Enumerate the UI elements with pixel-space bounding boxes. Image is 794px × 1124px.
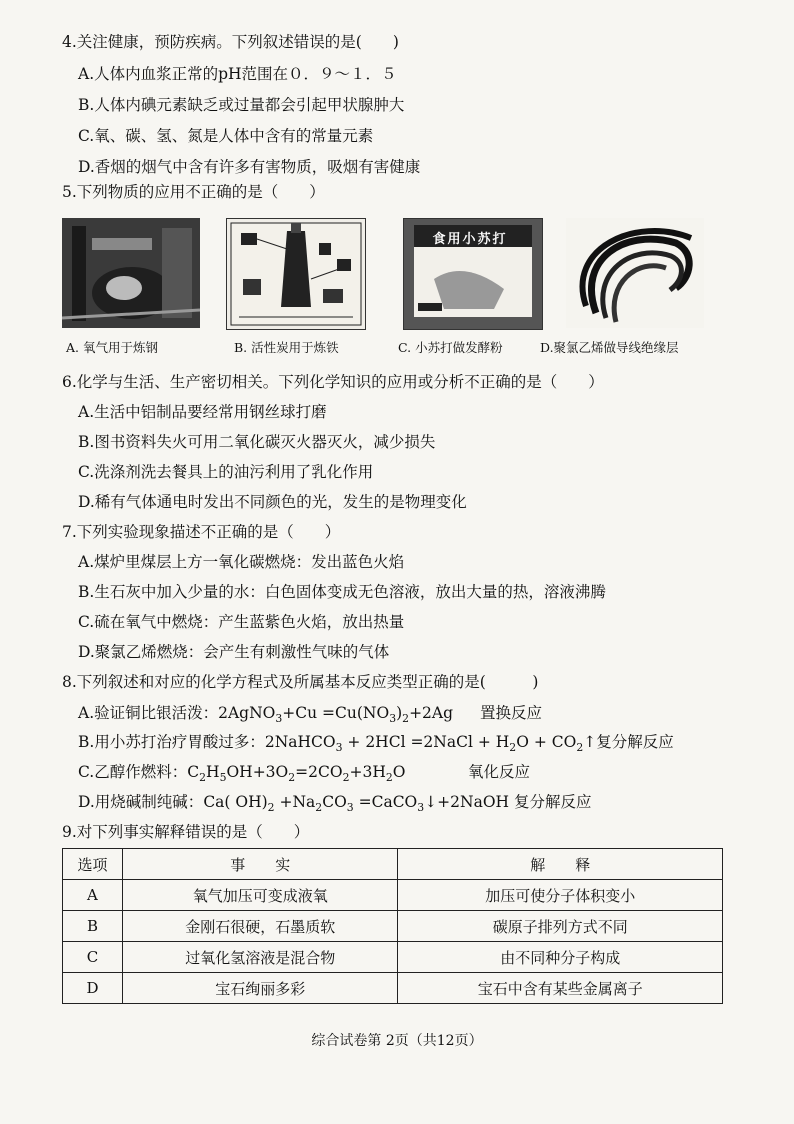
table-header-option: 选项 — [63, 849, 123, 880]
q5-stem: 5.下列物质的应用不正确的是（ ） — [62, 183, 325, 201]
page-footer: 综合试卷第 2页（共12页） — [311, 1033, 483, 1049]
table-header-explanation: 解 释 — [398, 849, 723, 880]
insulated-wire-photo — [566, 218, 704, 328]
q5-caption-d: D.聚氯乙烯做导线绝缘层 — [540, 340, 679, 355]
table-cell-option: A — [63, 880, 123, 911]
q8-stem: 8.下列叙述和对应的化学方程式及所属基本反应类型正确的是( ) — [62, 673, 539, 691]
table-cell-fact: 金刚石很硬，石墨质软 — [122, 911, 398, 942]
q8-type-d: 复分解反应 — [514, 793, 592, 811]
q8-option-d-text: D.用烧碱制纯碱： — [78, 793, 204, 811]
table-cell-explanation: 碳原子排列方式不同 — [398, 911, 723, 942]
q9-table — [62, 848, 723, 1004]
table-header-row — [63, 849, 723, 880]
q8-equation-a: 2AgNO$_3$+Cu $=Cu(NO_3)_2+2Ag$ — [218, 704, 454, 726]
q6-option-d: D.稀有气体通电时发出不同颜色的光，发生的是物理变化 — [78, 493, 467, 511]
table-cell-explanation: 加压可使分子体积变小 — [398, 880, 723, 911]
steel-making-photo — [62, 218, 200, 328]
iron-smelting-diagram — [226, 218, 366, 330]
q6-option-a: A.生活中铝制品要经常用钢丝球打磨 — [78, 403, 327, 421]
q8-option-a-text: A.验证铜比银活泼： — [78, 704, 219, 722]
q8-type-a: 置换反应 — [480, 704, 543, 722]
q5-caption-c: C. 小苏打做发酵粉 — [398, 340, 503, 355]
q8-option-b — [78, 730, 674, 754]
table-cell-explanation: 由不同种分子构成 — [398, 942, 723, 973]
table-cell-option: C — [63, 942, 123, 973]
q8-option-c-text: C.乙醇作燃料： — [78, 763, 188, 781]
q8-option-d — [78, 790, 509, 814]
table-row — [63, 880, 723, 911]
q8-type-b: 复分解反应 — [596, 733, 674, 751]
q9-stem: 9.对下列事实解释错误的是（ ） — [62, 823, 310, 841]
q6-option-c: C.洗涤剂洗去餐具上的油污利用了乳化作用 — [78, 463, 374, 481]
table-row — [63, 973, 723, 1004]
table-header-fact: 事 实 — [122, 849, 398, 880]
q8-type-c: 氧化反应 — [468, 763, 531, 781]
q4-option-d: D.香烟的烟气中含有许多有害物质，吸烟有害健康 — [78, 158, 421, 176]
table-cell-fact: 氧气加压可变成液氧 — [122, 880, 398, 911]
q4-option-b: B.人体内碘元素缺乏或过量都会引起甲状腺肿大 — [78, 96, 405, 114]
table-row — [63, 942, 723, 973]
q5-caption-b: B. 活性炭用于炼铁 — [234, 340, 339, 355]
table-cell-explanation: 宝石中含有某些金属离子 — [398, 973, 723, 1004]
q7-stem: 7.下列实验现象描述不正确的是（ ） — [62, 523, 341, 541]
q8-equation-c: $C_2H_5OH+3O_2=2CO_2+3H_2O$ — [187, 763, 406, 785]
table-cell-fact: 宝石绚丽多彩 — [122, 973, 398, 1004]
q4-option-a: A.人体内血浆正常的pH范围在０．９～１．５ — [78, 65, 397, 83]
q8-equation-d: Ca( $OH)_2 +Na_2CO_3$ =CaCO$_3$↓+2NaOH — [203, 793, 510, 815]
q8-option-c — [78, 760, 405, 784]
q7-option-a: A.煤炉里煤层上方一氧化碳燃烧：发出蓝色火焰 — [78, 553, 405, 571]
q6-option-b: B.图书资料失火可用二氧化碳灭火器灭火，减少损失 — [78, 433, 436, 451]
q5-caption-a: A. 氧气用于炼钢 — [66, 340, 158, 355]
table-cell-option: D — [63, 973, 123, 1004]
table-row — [63, 911, 723, 942]
table-cell-option: B — [63, 911, 123, 942]
q7-option-d: D.聚氯乙烯燃烧：会产生有刺激性气味的气体 — [78, 643, 390, 661]
bag-label: 食用小苏打 — [432, 232, 508, 247]
q6-stem: 6.化学与生活、生产密切相关。下列化学知识的应用或分析不正确的是（ ） — [62, 373, 604, 391]
q8-equation-b: 2NaHCO$_3$ + 2HCl =2NaCl + $H_2O$ + $CO_2↑$ — [264, 733, 597, 755]
q7-option-c: C.硫在氧气中燃烧：产生蓝紫色火焰，放出热量 — [78, 613, 405, 631]
q8-option-b-text: B.用小苏打治疗胃酸过多： — [78, 733, 265, 751]
q4-option-c: C.氧、碳、氢、氮是人体中含有的常量元素 — [78, 127, 374, 145]
q4-stem: 4.关注健康，预防疾病。下列叙述错误的是( ) — [62, 33, 399, 51]
q8-option-a — [78, 701, 453, 725]
table-cell-fact: 过氧化氢溶液是混合物 — [122, 942, 398, 973]
q7-option-b: B.生石灰中加入少量的水：白色固体变成无色溶液，放出大量的热，溶液沸腾 — [78, 583, 606, 601]
